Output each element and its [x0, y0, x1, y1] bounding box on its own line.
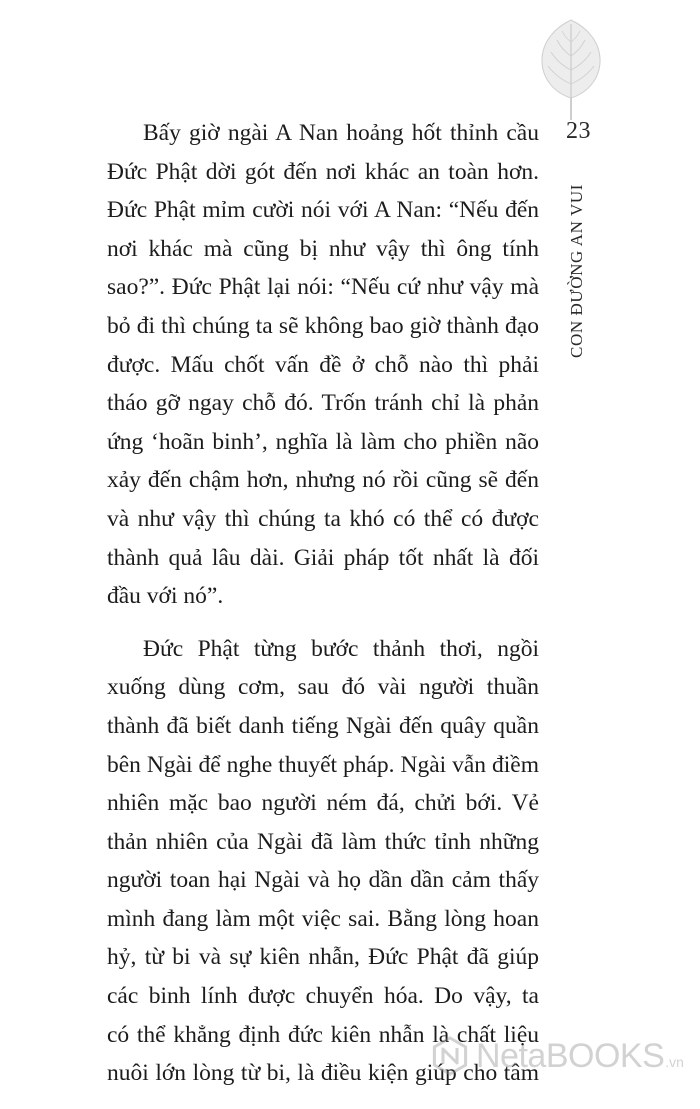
- text-line: tháo gỡ ngay chỗ đó. Trốn tránh chỉ là phản: [107, 390, 539, 417]
- text-line: các binh lính được chuyển hóa. Do vậy, ta: [107, 983, 539, 1010]
- watermark: [430, 1034, 684, 1078]
- running-head-title: CON ĐƯỜNG AN VUI: [567, 183, 586, 358]
- paragraph-2: [107, 630, 539, 1093]
- text-line: Đức Phật dời gót đến nơi khác an toàn hơn.: [107, 158, 539, 185]
- text-line: nhiên mặc bao người ném đá, chửi bới. Vẻ: [107, 790, 539, 817]
- text-line: được. Mấu chốt vấn đề ở chỗ nào thì phải: [107, 351, 539, 378]
- text-line: thành đã biết danh tiếng Ngài đến quây quần: [107, 712, 539, 739]
- text-line: thản nhiên của Ngài đã làm thức tỉnh những: [107, 828, 539, 855]
- text-line: và như vậy thì chúng ta khó có thể có được: [107, 505, 539, 532]
- text-line: bỏ đi thì chúng ta sẽ không bao giờ thành đạo: [107, 312, 539, 339]
- text-line: xuống dùng cơm, sau đó vài người thuần: [107, 674, 539, 701]
- watermark-brand: NetaBOOKS: [476, 1036, 665, 1075]
- text-line: sao?”. Đức Phật lại nói: “Nếu cứ như vậy mà: [107, 274, 539, 301]
- netabooks-logo-icon: [430, 1036, 470, 1076]
- text-line: hỷ, từ bi và sự kiên nhẫn, Đức Phật đã giúp: [107, 944, 539, 971]
- text-line: mình đang làm một việc sai. Bằng lòng hoan: [107, 905, 539, 932]
- text-line: bên Ngài để nghe thuyết pháp. Ngài vẫn điềm: [107, 751, 539, 778]
- text-line: nơi khác mà cũng bị như vậy thì ông tính: [107, 235, 539, 262]
- text-line: người toan hại Ngài và họ dần dần cảm thấy: [107, 867, 539, 894]
- watermark-suffix: .vn: [665, 1054, 684, 1070]
- text-line: Đức Phật mỉm cười nói với A Nan: “Nếu đến: [107, 197, 539, 224]
- text-line: nuôi lớn lòng từ bi, là điều kiện giúp cho tâm: [107, 1060, 539, 1087]
- text-line: đầu với nó”.: [107, 583, 224, 610]
- text-line: Bấy giờ ngài A Nan hoảng hốt thỉnh cầu: [143, 120, 539, 146]
- text-line: ứng ‘hoãn binh’, nghĩa là làm cho phiền não: [107, 428, 539, 455]
- text-line: Đức Phật từng bước thảnh thơi, ngồi: [143, 635, 539, 662]
- text-line: xảy đến chậm hơn, nhưng nó rồi cũng sẽ đến: [107, 467, 539, 494]
- text-line: thành quả lâu dài. Giải pháp tốt nhất là đối: [107, 544, 539, 571]
- text-line: có thể khẳng định đức kiên nhẫn là chất liệu: [107, 1021, 539, 1048]
- body-text: [107, 114, 539, 1093]
- page-number: 23: [566, 118, 591, 144]
- paragraph-1: [107, 114, 539, 616]
- bodhi-leaf-icon: [538, 18, 604, 122]
